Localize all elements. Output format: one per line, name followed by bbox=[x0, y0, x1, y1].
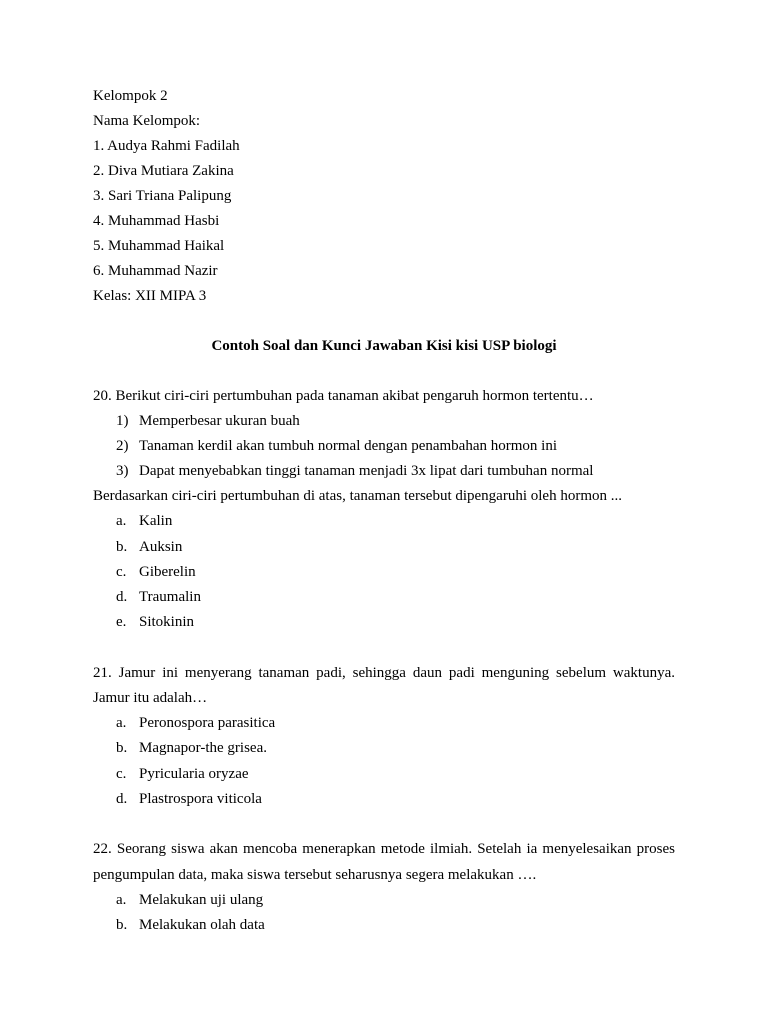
option-text: Plastrospora viticola bbox=[139, 791, 262, 807]
member-2: 2. Diva Mutiara Zakina bbox=[93, 163, 234, 179]
point-mark: 2) bbox=[116, 438, 129, 454]
member-3: 3. Sari Triana Palipung bbox=[93, 188, 232, 204]
question-20-point-3 bbox=[116, 462, 593, 480]
option-text: Sitokinin bbox=[139, 614, 195, 630]
option-mark: b. bbox=[116, 539, 128, 555]
question-22-option-b bbox=[116, 916, 265, 934]
point-mark: 1) bbox=[116, 413, 129, 429]
option-mark: a. bbox=[116, 513, 127, 529]
question-21-stem-line-2: Jamur itu adalah… bbox=[93, 690, 208, 706]
question-20-option-e bbox=[116, 613, 194, 631]
option-mark: d. bbox=[116, 589, 128, 605]
member-6: 6. Muhammad Nazir bbox=[93, 263, 218, 279]
question-20-option-a bbox=[116, 512, 172, 530]
option-mark: a. bbox=[116, 715, 127, 731]
option-text: Pyricularia oryzae bbox=[139, 766, 249, 782]
point-text: Tanaman kerdil akan tumbuh normal dengan penambahan hormon ini bbox=[139, 438, 557, 454]
question-21-option-d bbox=[116, 790, 262, 808]
members-label: Nama Kelompok: bbox=[93, 113, 201, 129]
option-text: Melakukan uji ulang bbox=[139, 892, 264, 908]
point-mark: 3) bbox=[116, 463, 129, 479]
point-text: Memperbesar ukuran buah bbox=[139, 413, 300, 429]
option-text: Traumalin bbox=[139, 589, 201, 605]
question-21-option-c bbox=[116, 765, 249, 783]
option-mark: a. bbox=[116, 892, 127, 908]
member-4: 4. Muhammad Hasbi bbox=[93, 213, 220, 229]
option-text: Magnapor-the grisea. bbox=[139, 740, 267, 756]
option-mark: e. bbox=[116, 614, 127, 630]
option-text: Auksin bbox=[139, 539, 183, 555]
point-text: Dapat menyebabkan tinggi tanaman menjadi 3x lipat dari tumbuhan normal bbox=[139, 463, 594, 479]
option-mark: c. bbox=[116, 766, 127, 782]
question-20-option-c bbox=[116, 563, 196, 581]
option-mark: d. bbox=[116, 791, 128, 807]
option-mark: c. bbox=[116, 564, 127, 580]
question-20-stem: 20. Berikut ciri-ciri pertumbuhan pada tanaman akibat pengaruh hormon tertentu… bbox=[93, 388, 594, 404]
member-5: 5. Muhammad Haikal bbox=[93, 238, 225, 254]
option-text: Giberelin bbox=[139, 564, 196, 580]
option-text: Melakukan olah data bbox=[139, 917, 265, 933]
group-number: Kelompok 2 bbox=[93, 88, 168, 104]
question-20-option-d bbox=[116, 588, 201, 606]
question-20-option-b bbox=[116, 538, 182, 556]
option-mark: b. bbox=[116, 740, 128, 756]
question-22-stem-line-2: pengumpulan data, maka siswa tersebut seharusnya segera melakukan …. bbox=[93, 867, 537, 883]
question-21-stem-line-1: 21. Jamur ini menyerang tanaman padi, sehingga daun padi menguning sebelum waktunya. bbox=[93, 665, 675, 681]
question-20-followup: Berdasarkan ciri-ciri pertumbuhan di atas, tanaman tersebut dipengaruhi oleh hormon ... bbox=[93, 488, 622, 504]
question-20-point-2 bbox=[116, 437, 557, 455]
question-20-point-1 bbox=[116, 412, 300, 430]
document-title: Contoh Soal dan Kunci Jawaban Kisi kisi USP biologi bbox=[211, 338, 557, 354]
question-22-stem-line-1: 22. Seorang siswa akan mencoba menerapkan metode ilmiah. Setelah ia menyelesaikan proses bbox=[93, 841, 675, 857]
member-1: 1. Audya Rahmi Fadilah bbox=[93, 138, 240, 154]
question-21-option-b bbox=[116, 739, 267, 757]
question-22-option-a bbox=[116, 891, 263, 909]
option-mark: b. bbox=[116, 917, 128, 933]
question-21-option-a bbox=[116, 714, 275, 732]
option-text: Peronospora parasitica bbox=[139, 715, 276, 731]
class-label: Kelas: XII MIPA 3 bbox=[93, 288, 207, 304]
option-text: Kalin bbox=[139, 513, 173, 529]
